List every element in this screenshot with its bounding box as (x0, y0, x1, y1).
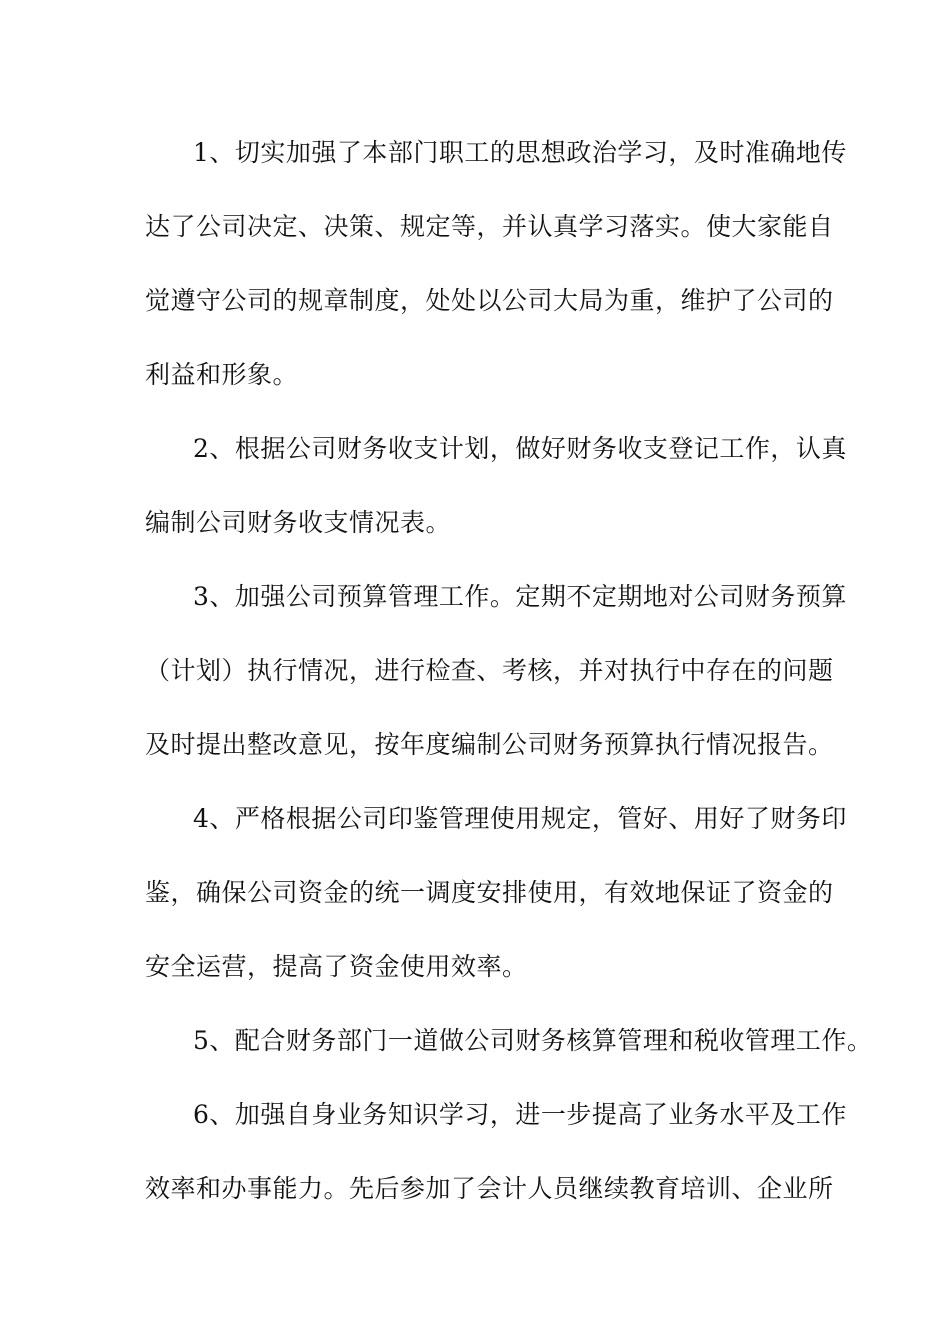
paragraph-1-line-1: 1、切实加强了本部门职工的思想政治学习，及时准确地传 (193, 138, 847, 167)
paragraph-4-line-2: 鉴，确保公司资金的统一调度安排使用，有效地保证了资金的 (145, 878, 834, 907)
paragraph-4-line-1: 4、严格根据公司印鉴管理使用规定，管好、用好了财务印 (193, 804, 847, 833)
paragraph-2-line-1: 2、根据公司财务收支计划，做好财务收支登记工作，认真 (193, 434, 847, 463)
paragraph-6-line-2: 效率和办事能力。先后参加了会计人员继续教育培训、企业所 (145, 1174, 834, 1203)
paragraph-3-line-2: （计划）执行情况，进行检查、考核，并对执行中存在的问题 (145, 656, 834, 685)
paragraph-2-line-2: 编制公司财务收支情况表。 (145, 508, 452, 537)
paragraph-1-line-4: 利益和形象。 (145, 360, 299, 389)
paragraph-3-line-1: 3、加强公司预算管理工作。定期不定期地对公司财务预算 (193, 582, 847, 611)
paragraph-5-line-1: 5、配合财务部门一道做公司财务核算管理和税收管理工作。 (193, 1026, 873, 1055)
paragraph-1-line-3: 觉遵守公司的规章制度，处处以公司大局为重，维护了公司的 (145, 286, 834, 315)
paragraph-3-line-3: 及时提出整改意见，按年度编制公司财务预算执行情况报告。 (145, 730, 834, 759)
paragraph-4-line-3: 安全运营，提高了资金使用效率。 (145, 952, 528, 981)
paragraph-6-line-1: 6、加强自身业务知识学习，进一步提高了业务水平及工作 (193, 1100, 847, 1129)
paragraph-1-line-2: 达了公司决定、决策、规定等，并认真学习落实。使大家能自 (145, 212, 834, 241)
